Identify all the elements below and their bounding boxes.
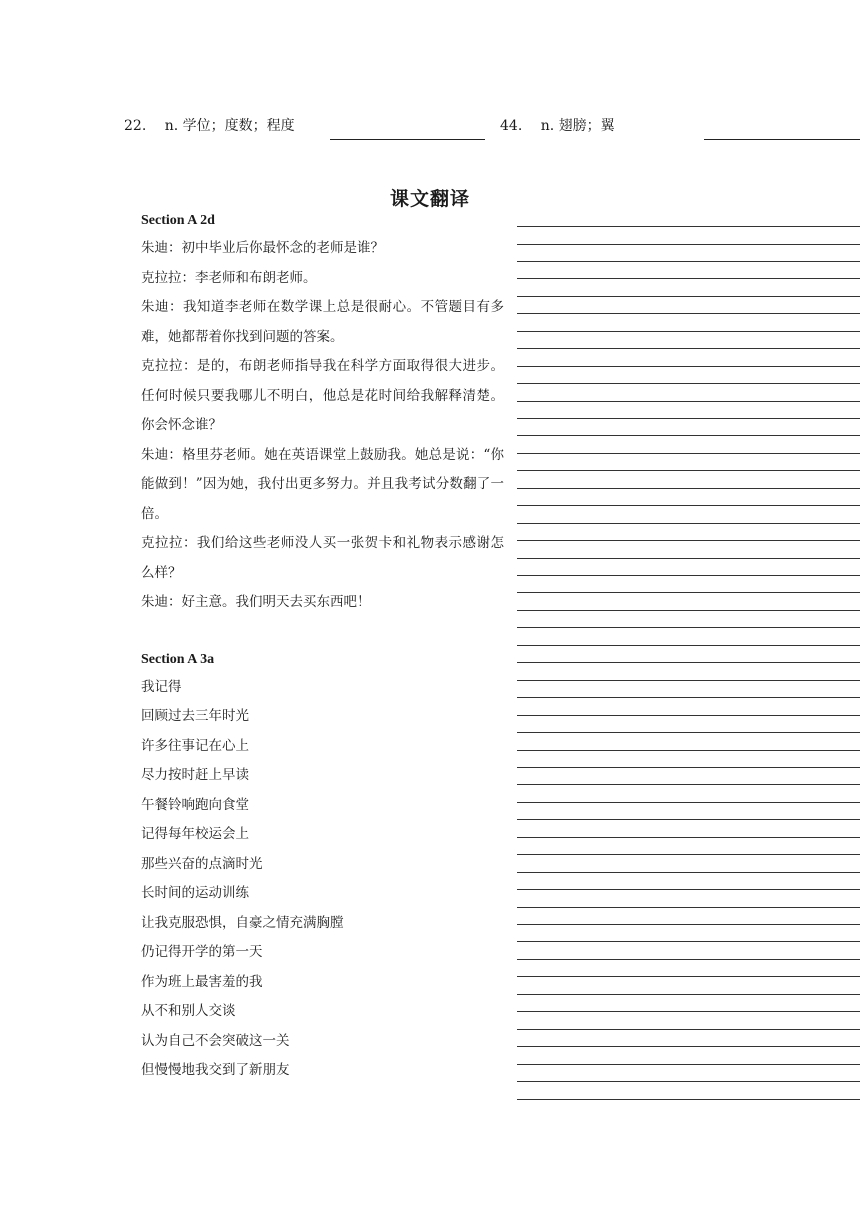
ruled-line	[517, 994, 860, 995]
poem-line: 让我克服恐惧，自豪之情充满胸膛	[141, 914, 344, 931]
ruled-line	[517, 1011, 860, 1012]
ruled-line	[517, 592, 860, 593]
section-heading: Section A 3a	[141, 651, 215, 667]
ruled-line	[517, 1064, 860, 1065]
ruled-line	[517, 627, 860, 628]
ruled-line	[517, 732, 860, 733]
ruled-writing-area[interactable]	[517, 210, 860, 1110]
ruled-line	[517, 453, 860, 454]
vocab-number: 22.	[124, 118, 147, 134]
dialogue-line: 朱迪：格里芬老师。她在英语课堂上鼓励我。她总是说：“你能做到！”因为她，我付出更多努力。并且我考试分数翻了一倍。	[141, 446, 504, 522]
dialogue-line: 克拉拉：李老师和布朗老师。	[141, 269, 317, 286]
poem-line: 许多往事记在心上	[141, 737, 249, 754]
poem-line: 记得每年校运会上	[141, 826, 249, 842]
ruled-line	[517, 1046, 860, 1047]
ruled-line	[517, 680, 860, 681]
poem-line: 我记得	[141, 678, 182, 695]
vocab-item-22	[124, 116, 295, 136]
ruled-line	[517, 1029, 860, 1030]
poem-line: 回顾过去三年时光	[141, 708, 249, 724]
dialogue-line: 朱迪：好主意。我们明天去买东西吧！	[141, 594, 371, 610]
ruled-line	[517, 278, 860, 279]
ruled-line	[517, 907, 860, 908]
ruled-line	[517, 802, 860, 803]
ruled-line	[517, 924, 860, 925]
poem-line: 午餐铃响跑向食堂	[141, 796, 249, 813]
ruled-line	[517, 662, 860, 663]
poem-line: 认为自己不会突破这一关	[141, 1032, 290, 1049]
ruled-line	[517, 540, 860, 541]
ruled-line	[517, 575, 860, 576]
ruled-line	[517, 610, 860, 611]
dialogue-line: 朱迪：我知道李老师在数学课上总是很耐心。不管题目有多难，她都帮着你找到问题的答案。	[141, 299, 504, 345]
ruled-line	[517, 313, 860, 314]
ruled-line	[517, 872, 860, 873]
ruled-line	[517, 645, 860, 646]
ruled-line	[517, 976, 860, 977]
poem-line: 作为班上最害羞的我	[141, 973, 263, 990]
ruled-line	[517, 366, 860, 367]
vocab-answer-blank[interactable]	[330, 139, 485, 140]
ruled-line	[517, 261, 860, 262]
vocab-number: 44.	[500, 118, 523, 134]
poem-line: 那些兴奋的点滴时光	[141, 855, 263, 872]
ruled-line	[517, 1081, 860, 1082]
page-title: 课文翻译	[389, 188, 470, 210]
dialogue-line: 克拉拉：是的，布朗老师指导我在科学方面取得很大进步。任何时候只要我哪儿不明白，他总是花时间给我解释清楚。你会怀念谁？	[141, 358, 504, 433]
poem-line: 长时间的运动训练	[141, 885, 249, 901]
ruled-line	[517, 784, 860, 785]
ruled-line	[517, 959, 860, 960]
ruled-line	[517, 383, 860, 384]
ruled-line	[517, 348, 860, 349]
vocab-definition: n. 翅膀；翼	[540, 118, 615, 134]
section-heading: Section A 2d	[141, 213, 215, 228]
vocab-definition: n. 学位；度数；程度	[164, 118, 295, 134]
ruled-line	[517, 505, 860, 506]
ruled-line	[517, 523, 860, 524]
poem-line: 尽力按时赶上早读	[141, 767, 249, 783]
ruled-line	[517, 296, 860, 297]
poem-line: 从不和别人交谈	[141, 1003, 236, 1019]
ruled-line	[517, 435, 860, 436]
ruled-line	[517, 331, 860, 332]
ruled-line	[517, 837, 860, 838]
ruled-line	[517, 558, 860, 559]
ruled-line	[517, 715, 860, 716]
ruled-line	[517, 401, 860, 402]
vocab-item-44	[500, 116, 615, 136]
ruled-line	[517, 854, 860, 855]
poem-line: 仍记得开学的第一天	[141, 944, 263, 960]
ruled-line	[517, 889, 860, 890]
translation-text	[141, 208, 504, 1086]
dialogue-line: 朱迪：初中毕业后你最怀念的老师是谁？	[141, 240, 384, 256]
ruled-line	[517, 244, 860, 245]
ruled-line	[517, 819, 860, 820]
ruled-line	[517, 767, 860, 768]
dialogue-line: 克拉拉：我们给这些老师没人买一张贺卡和礼物表示感谢怎么样？	[141, 535, 504, 581]
ruled-line	[517, 750, 860, 751]
ruled-line	[517, 470, 860, 471]
ruled-line	[517, 418, 860, 419]
poem-line: 但慢慢地我交到了新朋友	[141, 1062, 290, 1078]
ruled-line	[517, 941, 860, 942]
vocab-answer-blank[interactable]	[704, 139, 860, 140]
ruled-line	[517, 226, 860, 227]
ruled-line	[517, 697, 860, 698]
ruled-line	[517, 1099, 860, 1100]
ruled-line	[517, 488, 860, 489]
